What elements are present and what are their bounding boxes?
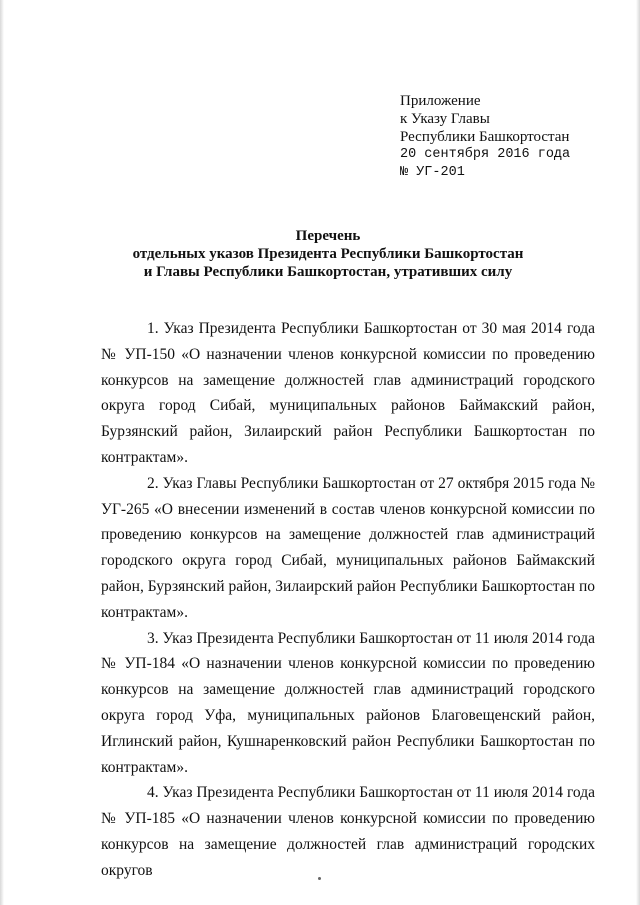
- scan-edge-left: [0, 0, 4, 905]
- title-line-1: Перечень: [295, 228, 361, 244]
- appendix-label: Приложение: [400, 93, 481, 109]
- document-title: [100, 227, 556, 281]
- appendix-header: [400, 92, 570, 182]
- list-item-1: 1. Указ Президента Республики Башкортостан от 30 мая 2014 года № УП-150 «О назначении членов конкурсной комиссии по проведению конкурсов на замещение должностей глав администраций городского округа город Сибай, муниципальных районов Баймакский район, Бурзянский район, Зилаирский район Республики Башкортостан по контрактам».: [101, 320, 595, 466]
- appendix-date: 20 сентября 2016 года: [400, 147, 571, 162]
- document-body: [101, 316, 595, 884]
- appendix-decree-ref: к Указу Главы: [400, 111, 490, 127]
- list-item-2: 2. Указ Главы Республики Башкортостан от 27 октября 2015 года № УГ-265 «О внесении изменений в состав членов конкурсной комиссии по проведению конкурсов на замещение должностей глав администраций городского округа город Сибай, муниципальных районов Баймакский район, Бурзянский район, Зилаирский район Республики Башкортостан по контрактам».: [101, 474, 595, 621]
- list-item-3: 3. Указ Президента Республики Башкортостан от 11 июля 2014 года № УП-184 «О назначении членов конкурсной комиссии по проведению конкурсов на замещение должностей глав администраций городского округа город Уфа, муниципальных районов Благовещенский район, Иглинский район, Кушнаренковский район Республики Башкортостан по контрактам».: [101, 629, 595, 776]
- title-line-2: отдельных указов Президента Республики Башкортостан: [132, 246, 524, 262]
- appendix-republic: Республики Башкортостан: [400, 129, 570, 145]
- scan-edge-right: [636, 0, 640, 905]
- appendix-number: № УГ-201: [400, 165, 465, 180]
- scan-speck: [318, 877, 321, 880]
- title-line-3: и Главы Республики Башкортостан, утративших силу: [143, 264, 513, 280]
- list-item-4: 4. Указ Президента Республики Башкортостан от 11 июля 2014 года № УП-185 «О назначении членов конкурсной комиссии по проведению конкурсов на замещение должностей глав администраций городских округов: [101, 784, 595, 879]
